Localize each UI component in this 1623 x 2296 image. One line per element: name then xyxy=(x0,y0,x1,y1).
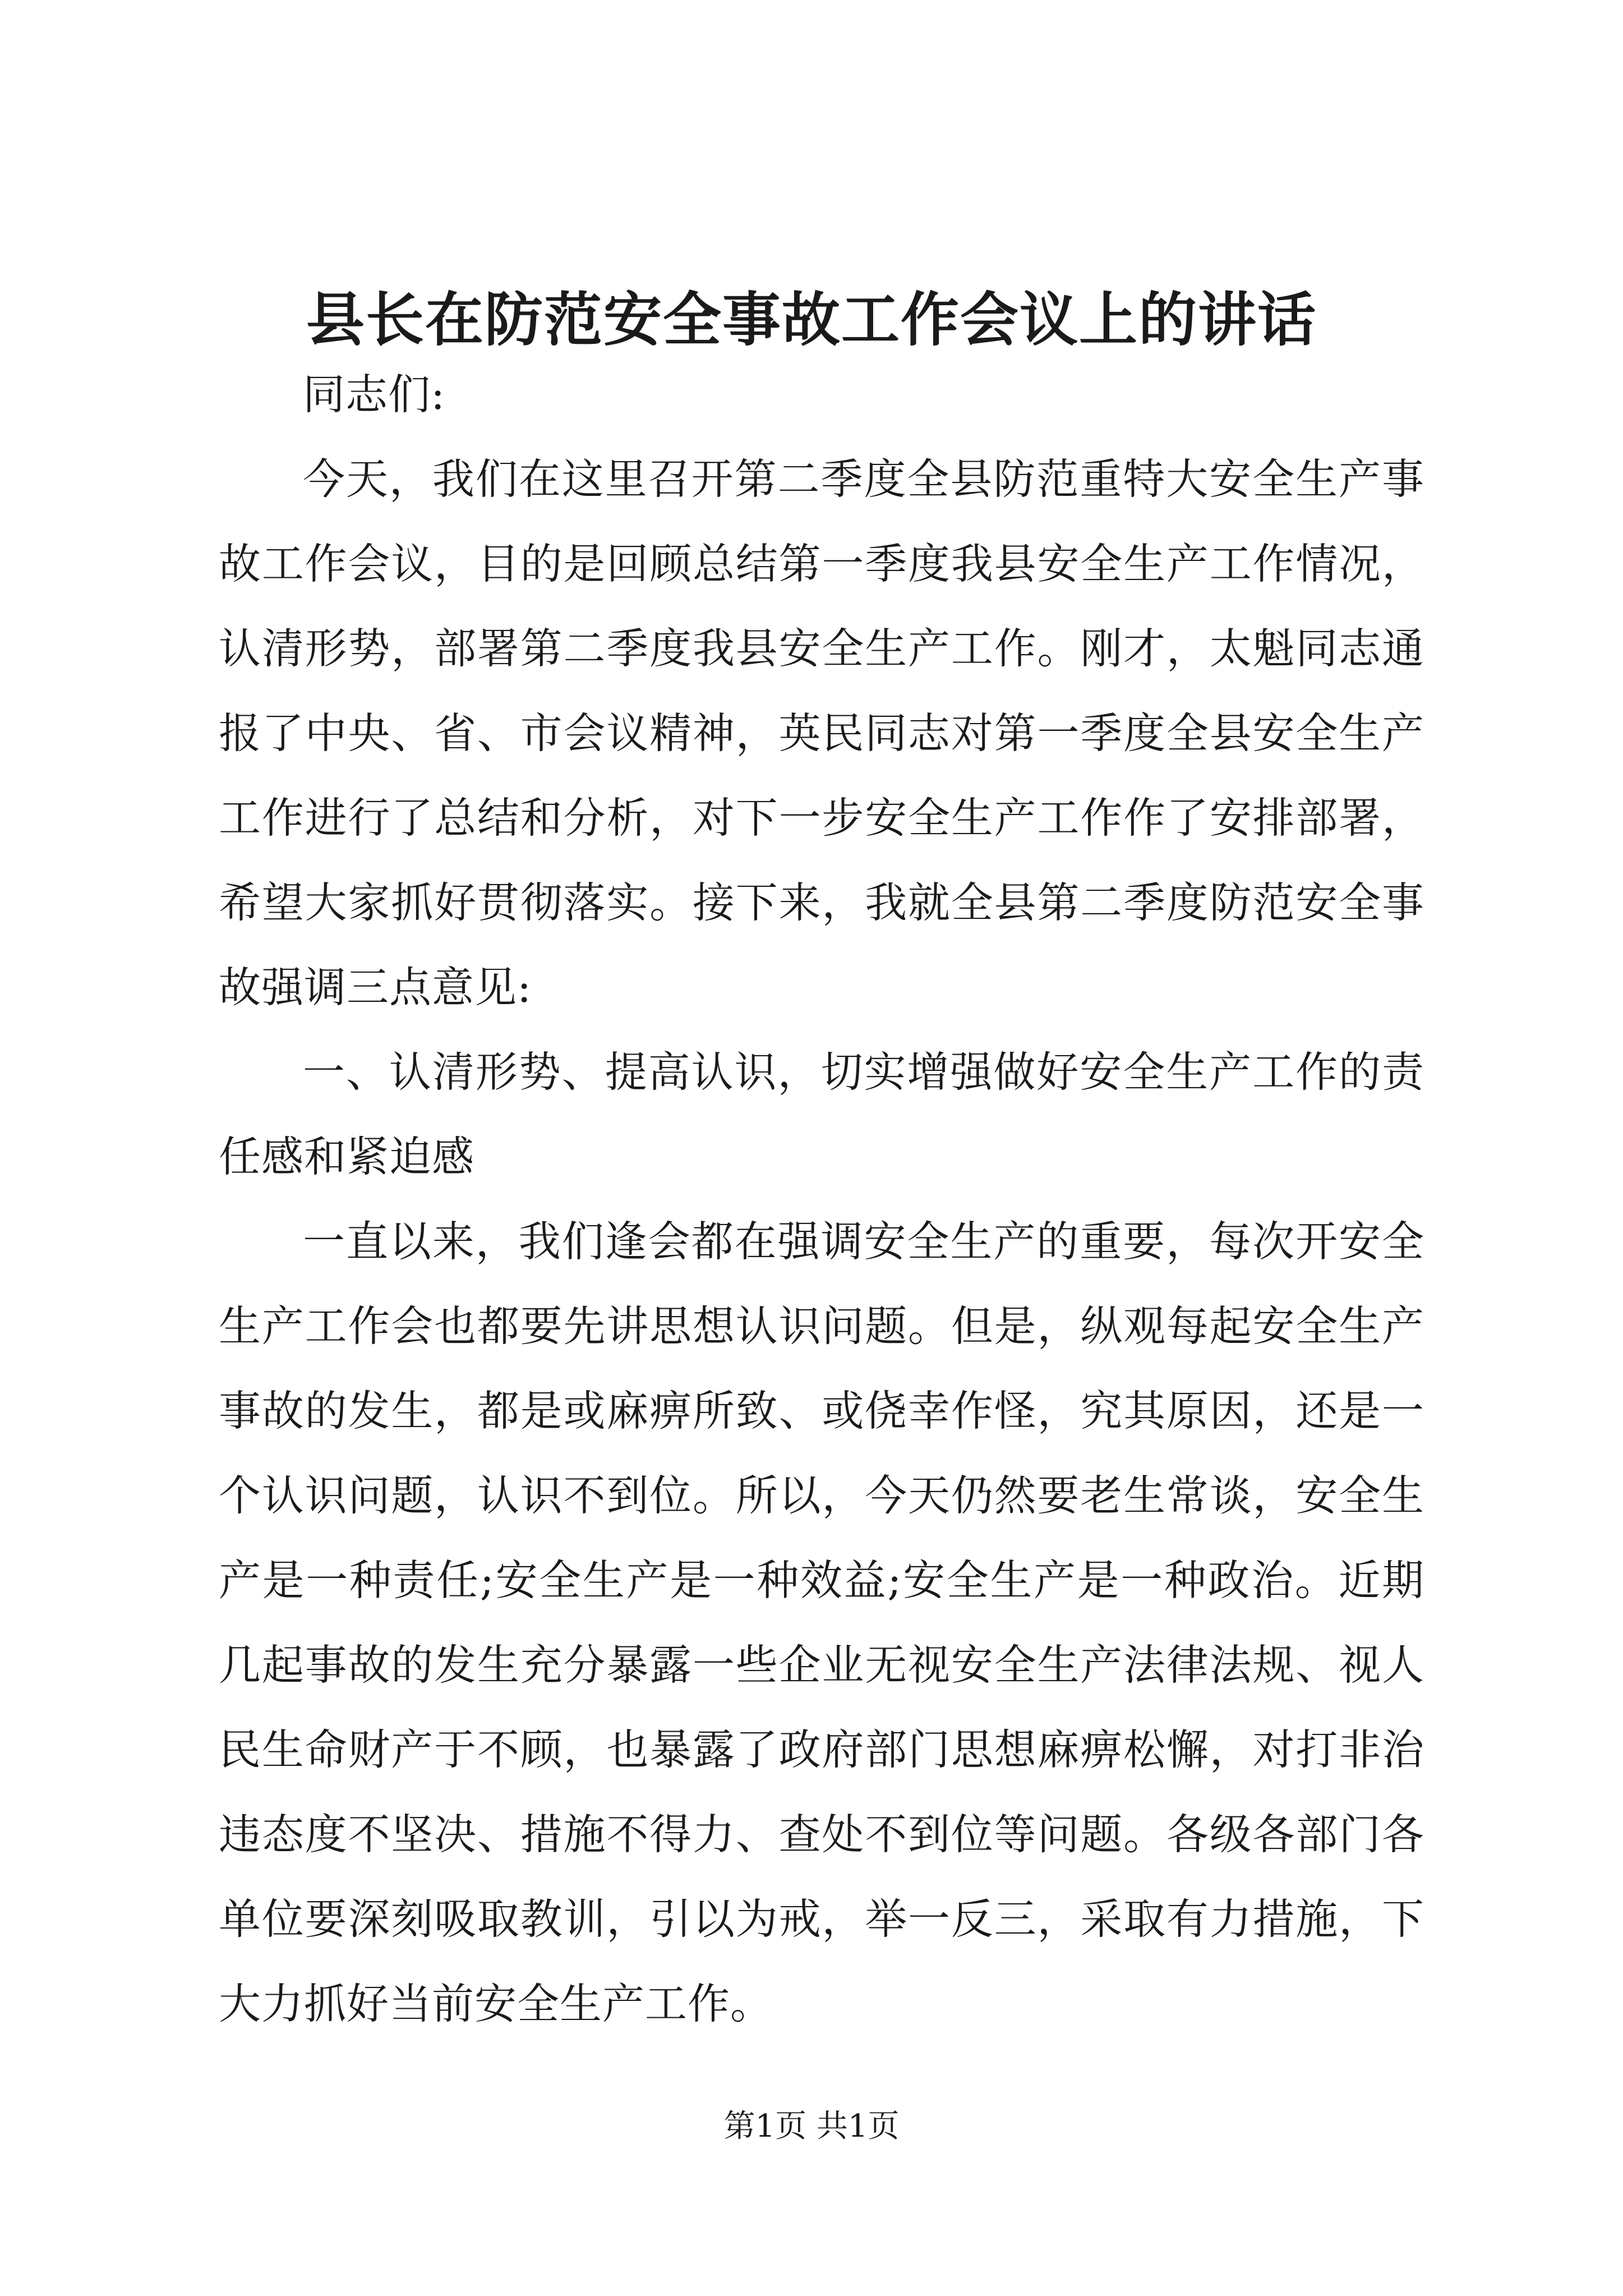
document-title: 县长在防范安全事故工作会议上的讲话 xyxy=(306,285,1317,354)
section-heading-1: 一、认清形势、提高认识，切实增强做好安全生产工作的责任感和紧迫感 xyxy=(219,1047,1424,1181)
document-body xyxy=(219,352,1424,2046)
page-footer xyxy=(0,2107,1623,2146)
page-number: 第1页 共1页 xyxy=(723,2108,900,2145)
salutation-paragraph: 同志们: xyxy=(303,370,446,419)
section-1-paragraph: 一直以来，我们逢会都在强调安全生产的重要，每次开安全生产工作会也都要先讲思想认识问题。但是，纵观每起安全生产事故的发生，都是或麻痹所致、或侥幸作怪，究其原因，还是一个认识问题，认识不到位。所以，今天仍然要老生常谈，安全生产是一种责任;安全生产是一种效益;安全生产是一种政治。近期几起事故的发生充分暴露一些企业无视安全生产法律法规、视人民生命财产于不顾，也暴露了政府部门思想麻痹松懈，对打非治违态度不坚决、措施不得力、查处不到位等问题。各级各部门各单位要深刻吸取教训，引以为戒，举一反三，采取有力措施，下大力抓好当前安全生产工作。 xyxy=(219,1217,1424,2028)
intro-paragraph: 今天，我们在这里召开第二季度全县防范重特大安全生产事故工作会议，目的是回顾总结第一季度我县安全生产工作情况，认清形势，部署第二季度我县安全生产工作。刚才，太魁同志通报了中央、省、市会议精神，英民同志对第一季度全县安全生产工作进行了总结和分析，对下一步安全生产工作作了安排部署，希望大家抓好贯彻落实。接下来，我就全县第二季度防范安全事故强调三点意见: xyxy=(219,454,1424,1012)
